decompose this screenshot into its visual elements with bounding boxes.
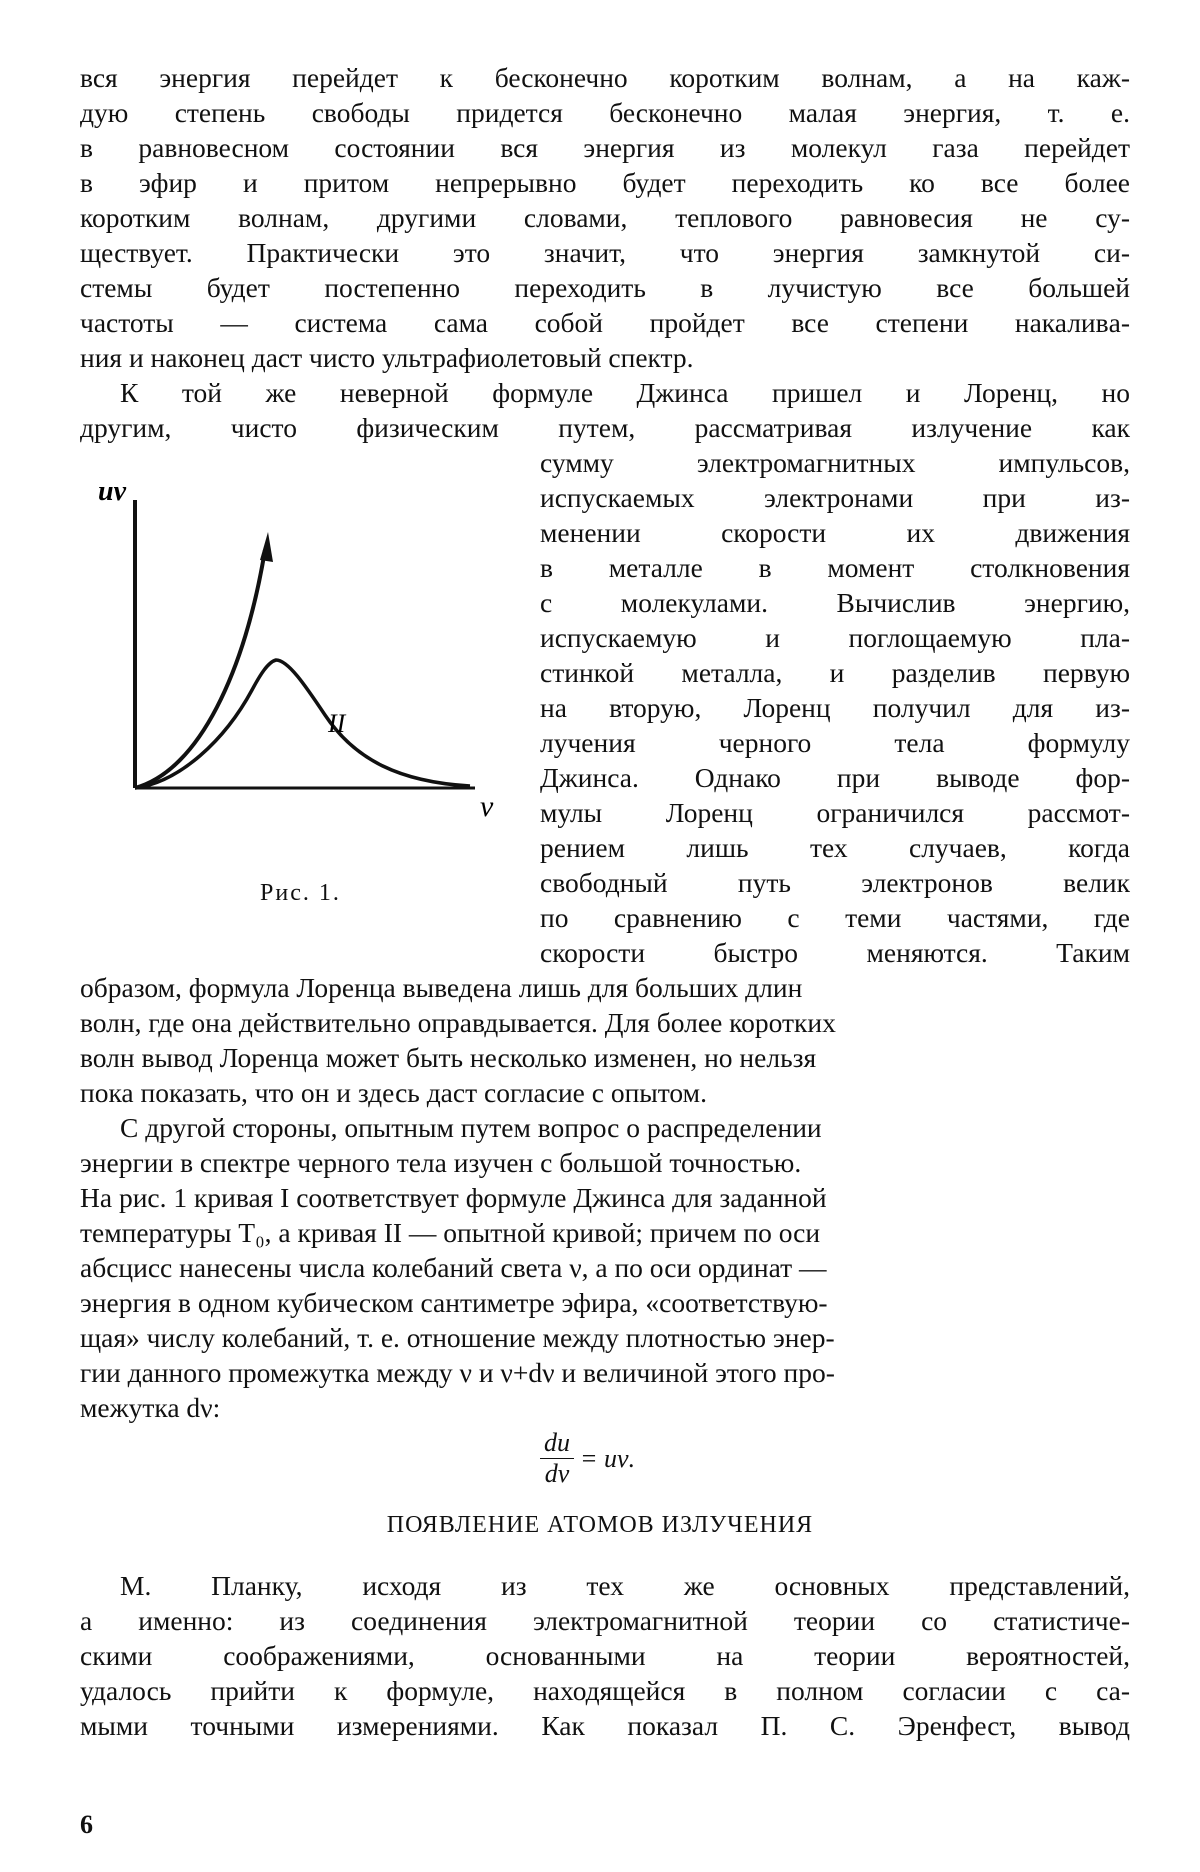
text-line: вся энергия перейдет к бесконечно коротким волнам, а на каж- (80, 62, 1130, 93)
text-line: на вторую, Лоренц получил для из- (540, 692, 1130, 723)
text-line: менении скорости их движения (540, 517, 1130, 548)
paragraph-2-wrap (540, 445, 1130, 970)
text-line: сумму электромагнитных импульсов, (540, 447, 1130, 478)
y-axis-label: uν (98, 476, 126, 507)
text-line: абсцисс нанесены числа колебаний света ν, а по оси ординат — (80, 1252, 827, 1283)
text-line: а именно: из соединения электромагнитной теории со статистиче- (80, 1605, 1130, 1636)
text-line: стемы будет постепенно переходить в лучистую все большей (80, 272, 1130, 303)
x-axis-label: ν (480, 790, 494, 823)
text-line: испускаемую и поглощаемую пла- (540, 622, 1130, 653)
formula-denominator: dν (544, 1459, 570, 1488)
formula-numerator: du (540, 1428, 574, 1459)
paragraph-2-lead (80, 375, 1130, 445)
spectrum-graph (98, 470, 510, 830)
text-line: другим, чисто физическим путем, рассматривая излучение как (80, 412, 1130, 443)
page-number: 6 (80, 1810, 93, 1839)
text-line: образом, формула Лоренца выведена лишь для больших длин (80, 972, 803, 1003)
figure-1 (98, 470, 510, 830)
formula-du-dnu (540, 1428, 635, 1489)
text-line: с молекулами. Вычислив энергию, (540, 587, 1130, 618)
text-line: дую степень свободы придется бесконечно малая энергия, т. е. (80, 97, 1130, 128)
paragraph-2-continuation (80, 970, 1130, 1110)
text-line: С другой стороны, опытным путем вопрос о распределении (120, 1112, 822, 1143)
text-line: К той же неверной формуле Джинса пришел и Лоренц, но (120, 377, 1130, 408)
text-line: межутка dν: (80, 1392, 221, 1423)
text-line: удалось прийти к формуле, находящейся в полном согласии с са- (80, 1675, 1130, 1706)
text-line: М. Планку, исходя из тех же основных представлений, (120, 1570, 1130, 1601)
formula-fraction (540, 1428, 574, 1489)
curve-i-jeans (135, 550, 265, 788)
text-line: щая» числу колебаний, т. е. отношение между плотностью энер- (80, 1322, 835, 1353)
text-line: энергии в спектре черного тела изучен с большой точностью. (80, 1147, 802, 1178)
text-line: частоты — система сама собой пройдет все степени накаливa- (80, 307, 1130, 338)
text-line: в металле в момент столкновения (540, 552, 1130, 583)
text-line: температуры T₀, а кривая II — опытной кривой; причем по оси (80, 1217, 821, 1248)
text-line: скорости быстро меняются. Таким (540, 937, 1130, 968)
text-line: в эфир и притом непрерывно будет переходить ко все более (80, 167, 1130, 198)
paragraph-3 (80, 1110, 1130, 1425)
text-line: свободный путь электронов велик (540, 867, 1130, 898)
text-line: мыми точными измерениями. Как показал П. С. Эренфест, вывод (80, 1710, 1130, 1741)
text-line: пока показать, что он и здесь даст согласие с опытом. (80, 1077, 707, 1108)
text-line: коротким волнам, другими словами, теплового равновесия не су- (80, 202, 1130, 233)
text-line: рением лишь тех случаев, когда (540, 832, 1130, 863)
text-line: гии данного промежутка между ν и ν+dν и величиной этого про- (80, 1357, 835, 1388)
text-line: ния и наконец даст чисто ультрафиолетовый спектр. (80, 342, 694, 373)
text-line: энергия в одном кубическом сантиметре эфира, «соответствую- (80, 1287, 828, 1318)
paragraph-4 (80, 1568, 1130, 1743)
text-line: мулы Лоренц ограничился рассмот- (540, 797, 1130, 828)
text-line: Джинса. Однако при выводе фор- (540, 762, 1130, 793)
curve-i-arrowhead (260, 532, 273, 562)
text-line: На рис. 1 кривая I соответствует формуле Джинса для заданной (80, 1182, 827, 1213)
curve-ii-label: II (328, 709, 346, 738)
text-line: лучения черного тела формулу (540, 727, 1130, 758)
text-line: по сравнению с теми частями, где (540, 902, 1130, 933)
text-line: ществует. Практически это значит, что энергия замкнутой си- (80, 237, 1130, 268)
text-line: волн, где она действительно оправдывается. Для более коротких (80, 1007, 836, 1038)
figure-caption: Рис. 1. (260, 880, 341, 906)
text-line: испускаемых электронами при из- (540, 482, 1130, 513)
section-heading: ПОЯВЛЕНИЕ АТОМОВ ИЗЛУЧЕНИЯ (386, 1512, 814, 1538)
text-line: в равновесном состоянии вся энергия из молекул газа перейдет (80, 132, 1130, 163)
formula-rest: = uν. (580, 1443, 636, 1473)
paragraph-1 (80, 60, 1130, 375)
curve-ii-experimental (135, 660, 470, 788)
text-line: скими соображениями, основанными на теории вероятностей, (80, 1640, 1130, 1671)
text-line: стинкой металла, и разделив первую (540, 657, 1130, 688)
text-line: волн вывод Лоренца может быть несколько изменен, но нельзя (80, 1042, 817, 1073)
